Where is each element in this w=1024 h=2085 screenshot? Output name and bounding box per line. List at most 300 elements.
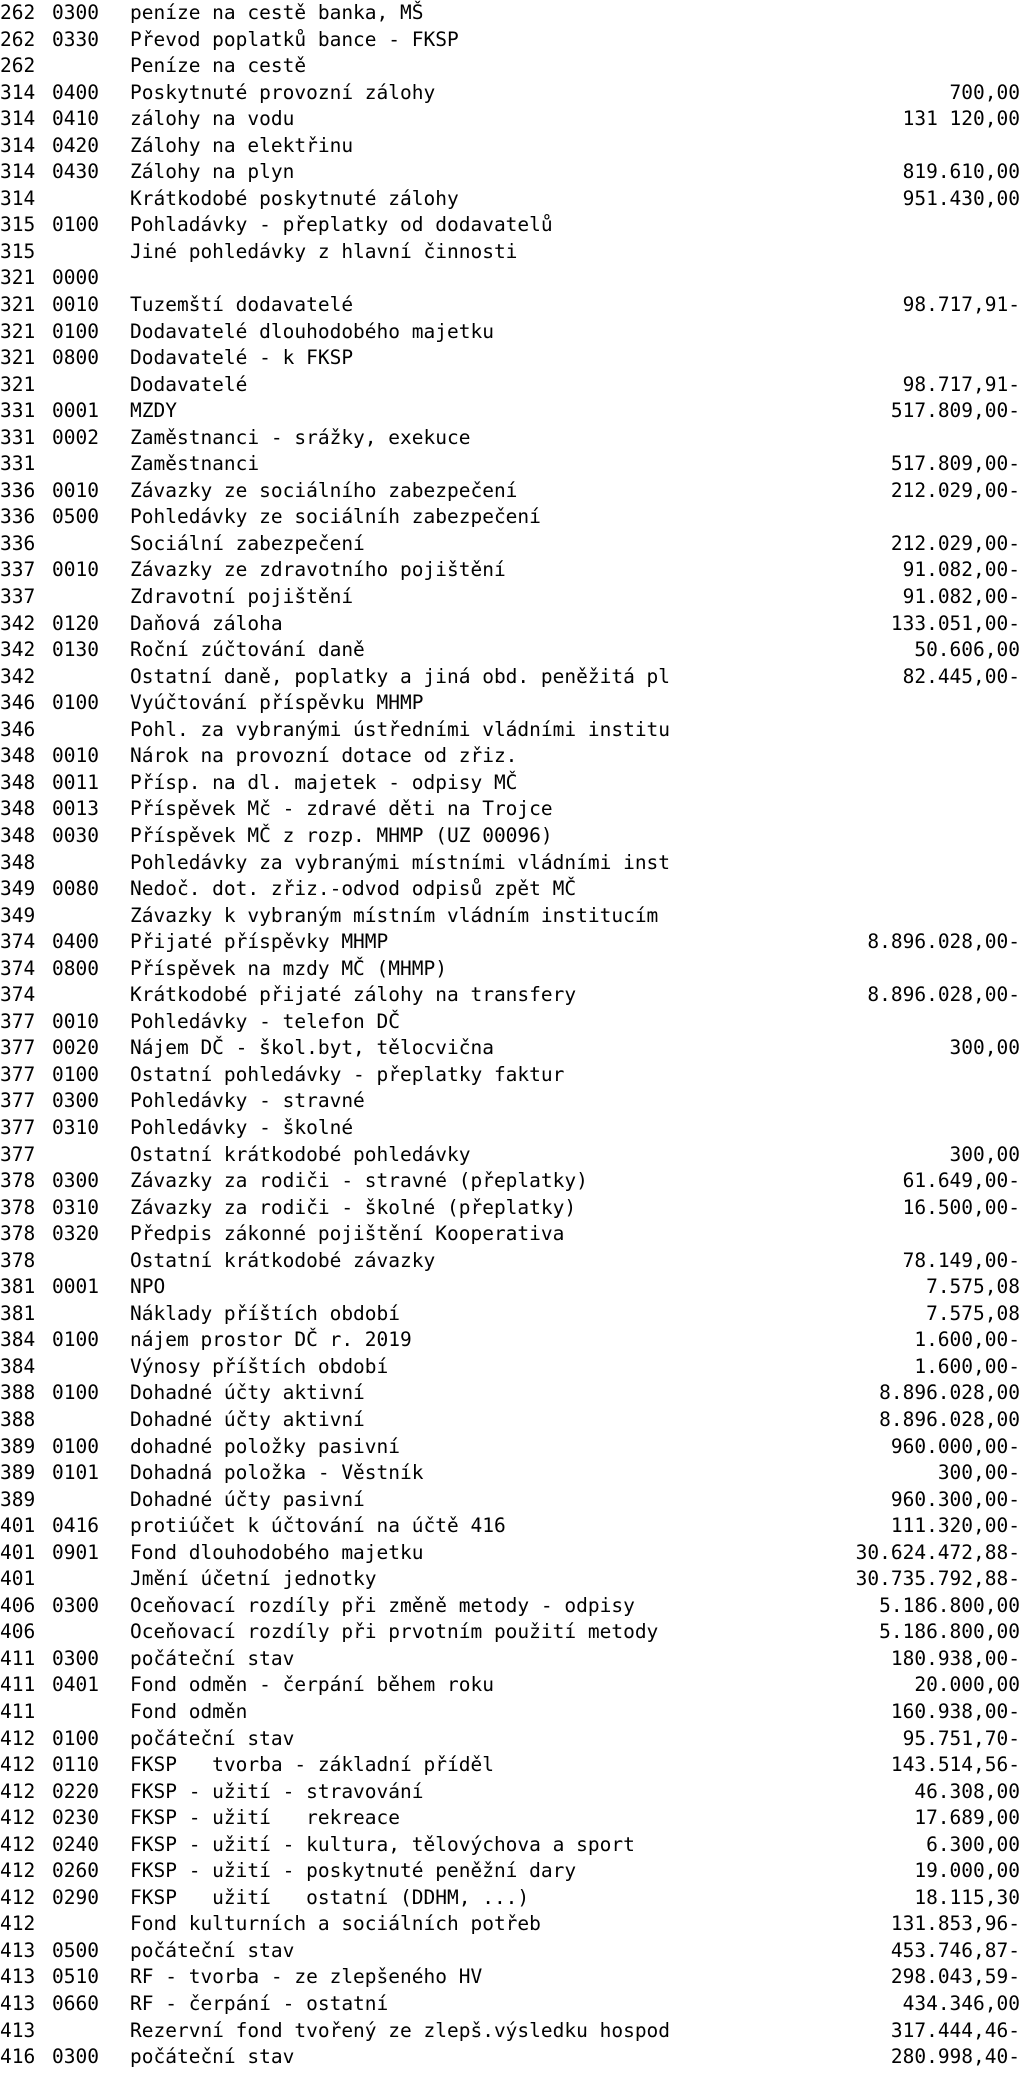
account-description: Pohl. za vybranými ústředními vládními institu — [130, 717, 671, 741]
account-number: 315 — [0, 239, 36, 263]
ledger-row — [0, 1779, 1024, 1806]
analytic-code: 0100 — [52, 691, 99, 715]
balance-amount: 212.029,00- — [890, 531, 1020, 555]
account-description: Dodavatelé — [130, 372, 248, 396]
balance-amount: 131 120,00 — [902, 107, 1020, 131]
account-number: 378 — [0, 1195, 36, 1219]
account-description: Roční zúčtování daně — [130, 638, 365, 662]
account-description: Dohadné účty aktivní — [130, 1407, 365, 1431]
ledger-row — [0, 1487, 1024, 1514]
account-description: Dodavatelé - k FKSP — [130, 346, 354, 370]
account-description: RF - tvorba - ze zlepšeného HV — [130, 1965, 483, 1989]
analytic-code: 0001 — [52, 1275, 99, 1299]
account-description: Zálohy na elektřinu — [130, 133, 354, 157]
account-number: 412 — [0, 1779, 36, 1803]
account-description: Oceňovací rozdíly při změně metody - odpisy — [130, 1593, 635, 1617]
account-description: Dodavatelé dlouhodobého majetku — [130, 319, 494, 343]
ledger-row — [0, 106, 1024, 133]
account-description: dohadné položky pasivní — [130, 1434, 401, 1458]
account-number: 388 — [0, 1381, 36, 1405]
analytic-code: 0300 — [52, 1, 99, 24]
balance-amount: 5.186.800,00 — [879, 1593, 1020, 1617]
analytic-code: 0420 — [52, 133, 99, 157]
analytic-code: 0100 — [52, 1381, 99, 1405]
account-description: Příspěvek MČ z rozp. MHMP (UZ 00096) — [130, 823, 553, 847]
balance-amount: 300,00- — [937, 1461, 1020, 1485]
ledger-row — [0, 1832, 1024, 1859]
balance-amount: 46.308,00 — [914, 1779, 1020, 1803]
ledger-row — [0, 1646, 1024, 1673]
account-number: 401 — [0, 1514, 36, 1538]
account-number: 349 — [0, 877, 36, 901]
analytic-code: 0300 — [52, 1089, 99, 1113]
ledger-row — [0, 531, 1024, 558]
balance-amount: 78.149,00- — [902, 1248, 1020, 1272]
account-description: Krátkodobé přijaté zálohy na transfery — [130, 983, 577, 1007]
ledger-row — [0, 319, 1024, 346]
analytic-code: 0310 — [52, 1115, 99, 1139]
ledger-row — [0, 1274, 1024, 1301]
account-description: Ostatní krátkodobé pohledávky — [130, 1142, 471, 1166]
account-description: Pohledávky - telefon DČ — [130, 1009, 401, 1033]
ledger-row — [0, 584, 1024, 611]
account-description: Přísp. na dl. majetek - odpisy MČ — [130, 770, 518, 794]
account-description: Zaměstnanci — [130, 452, 260, 476]
balance-amount: 951.430,00 — [902, 186, 1020, 210]
account-description: protiúčet k účtování na účtě 416 — [130, 1514, 506, 1538]
account-number: 378 — [0, 1169, 36, 1193]
account-number: 336 — [0, 531, 36, 555]
account-number: 337 — [0, 585, 36, 609]
ledger-row — [0, 1991, 1024, 2018]
account-description: FKSP - užití rekreace — [130, 1806, 401, 1830]
ledger-row — [0, 1327, 1024, 1354]
analytic-code: 0010 — [52, 293, 99, 317]
balance-amount: 300,00 — [949, 1142, 1020, 1166]
ledger-row — [0, 823, 1024, 850]
balance-amount: 160.938,00- — [890, 1700, 1020, 1723]
account-description: Závazky k vybraným místním vládním institucím — [130, 903, 659, 927]
ledger-row — [0, 929, 1024, 956]
balance-amount: 16.500,00- — [902, 1195, 1020, 1219]
analytic-code: 0120 — [52, 611, 99, 635]
account-description: Dohadné účty pasivní — [130, 1487, 365, 1511]
analytic-code: 0430 — [52, 160, 99, 184]
account-description: MZDY — [130, 399, 177, 423]
analytic-code: 0290 — [52, 1885, 99, 1909]
account-number: 262 — [0, 54, 36, 78]
balance-amount: 7.575,08 — [926, 1275, 1020, 1299]
balance-amount: 280.998,40- — [890, 2045, 1020, 2069]
ledger-row — [0, 1699, 1024, 1726]
account-description: nájem prostor DČ r. 2019 — [130, 1328, 412, 1352]
balance-amount: 91.082,00- — [902, 585, 1020, 609]
balance-amount: 50.606,00 — [914, 638, 1020, 662]
ledger-row — [0, 451, 1024, 478]
account-number: 384 — [0, 1328, 36, 1352]
ledger-row — [0, 398, 1024, 425]
account-number: 388 — [0, 1407, 36, 1431]
account-number: 377 — [0, 1115, 36, 1139]
balance-amount: 960.000,00- — [890, 1434, 1020, 1458]
account-number: 348 — [0, 823, 36, 847]
account-number: 413 — [0, 2018, 36, 2042]
balance-amount: 18.115,30 — [914, 1885, 1020, 1909]
analytic-code: 0100 — [52, 213, 99, 237]
ledger-row — [0, 1248, 1024, 1275]
ledger-row — [0, 345, 1024, 372]
analytic-code: 0100 — [52, 1434, 99, 1458]
ledger-row — [0, 557, 1024, 584]
ledger-row — [0, 1938, 1024, 1965]
account-number: 349 — [0, 903, 36, 927]
analytic-code: 0400 — [52, 930, 99, 954]
analytic-code: 0300 — [52, 2045, 99, 2069]
account-description: Fond odměn — [130, 1700, 248, 1723]
ledger-row — [0, 637, 1024, 664]
analytic-code: 0230 — [52, 1806, 99, 1830]
ledger-row — [0, 27, 1024, 54]
analytic-code: 0101 — [52, 1461, 99, 1485]
ledger-row — [0, 239, 1024, 266]
account-number: 374 — [0, 983, 36, 1007]
account-description: Pohledávky za vybranými místními vládními inst — [130, 850, 671, 874]
account-number: 412 — [0, 1806, 36, 1830]
account-number: 381 — [0, 1301, 36, 1325]
account-number: 374 — [0, 930, 36, 954]
ledger-row — [0, 1911, 1024, 1938]
analytic-code: 0500 — [52, 1938, 99, 1962]
ledger-row — [0, 1301, 1024, 1328]
account-number: 389 — [0, 1461, 36, 1485]
analytic-code: 0320 — [52, 1222, 99, 1246]
account-number: 374 — [0, 956, 36, 980]
ledger-row — [0, 425, 1024, 452]
account-description: FKSP - užití - poskytnuté peněžní dary — [130, 1859, 577, 1883]
account-number: 321 — [0, 372, 36, 396]
account-number: 321 — [0, 319, 36, 343]
balance-amount: 61.649,00- — [902, 1169, 1020, 1193]
account-number: 348 — [0, 744, 36, 768]
ledger-row — [0, 2044, 1024, 2071]
ledger-row — [0, 1566, 1024, 1593]
balance-amount: 17.689,00 — [914, 1806, 1020, 1830]
account-description: zálohy na vodu — [130, 107, 295, 131]
account-number: 389 — [0, 1487, 36, 1511]
account-number: 346 — [0, 691, 36, 715]
account-description: Fond odměn - čerpání během roku — [130, 1673, 494, 1697]
ledger-row — [0, 53, 1024, 80]
analytic-code: 0000 — [52, 266, 99, 290]
ledger-row — [0, 133, 1024, 160]
account-description: Nájem DČ - škol.byt, tělocvična — [130, 1036, 494, 1060]
ledger-row — [0, 743, 1024, 770]
analytic-code: 0010 — [52, 478, 99, 502]
account-number: 377 — [0, 1142, 36, 1166]
ledger-row — [0, 956, 1024, 983]
ledger-row — [0, 1168, 1024, 1195]
account-number: 342 — [0, 664, 36, 688]
analytic-code: 0010 — [52, 744, 99, 768]
account-number: 406 — [0, 1593, 36, 1617]
ledger-row — [0, 1726, 1024, 1753]
account-description: Příspěvek na mzdy MČ (MHMP) — [130, 956, 447, 980]
analytic-code: 0800 — [52, 346, 99, 370]
account-number: 337 — [0, 558, 36, 582]
analytic-code: 0020 — [52, 1036, 99, 1060]
account-number: 412 — [0, 1912, 36, 1936]
account-description: Rezervní fond tvořený ze zlepš.výsledku hospod — [130, 2018, 671, 2042]
balance-amount: 5.186.800,00 — [879, 1620, 1020, 1644]
analytic-code: 0030 — [52, 823, 99, 847]
account-number: 384 — [0, 1354, 36, 1378]
account-description: počáteční stav — [130, 1646, 295, 1670]
account-number: 406 — [0, 1620, 36, 1644]
ledger-row — [0, 1142, 1024, 1169]
ledger-row — [0, 1964, 1024, 1991]
balance-amount: 453.746,87- — [890, 1938, 1020, 1962]
account-description: Dohadná položka - Věstník — [130, 1461, 424, 1485]
balance-amount: 298.043,59- — [890, 1965, 1020, 1989]
balance-amount: 517.809,00- — [890, 452, 1020, 476]
balance-amount: 434.346,00 — [902, 1992, 1020, 2016]
ledger-row — [0, 1593, 1024, 1620]
account-description: FKSP - užití - stravování — [130, 1779, 424, 1803]
balance-amount: 212.029,00- — [890, 478, 1020, 502]
balance-amount: 19.000,00 — [914, 1859, 1020, 1883]
ledger-row — [0, 372, 1024, 399]
account-description: Závazky za rodiči - stravné (přeplatky) — [130, 1169, 588, 1193]
account-number: 413 — [0, 1965, 36, 1989]
analytic-code: 0660 — [52, 1992, 99, 2016]
ledger-row — [0, 717, 1024, 744]
account-description: Dohadné účty aktivní — [130, 1381, 365, 1405]
account-description: Zdravotní pojištění — [130, 585, 354, 609]
account-description: NPO — [130, 1275, 166, 1299]
account-number: 346 — [0, 717, 36, 741]
balance-amount: 819.610,00 — [902, 160, 1020, 184]
account-description: Zaměstnanci - srážky, exekuce — [130, 425, 471, 449]
account-number: 401 — [0, 1540, 36, 1564]
balance-amount: 1.600,00- — [914, 1354, 1020, 1378]
account-description: Nedoč. dot. zřiz.-odvod odpisů zpět MČ — [130, 877, 577, 901]
account-number: 336 — [0, 478, 36, 502]
ledger-row — [0, 1513, 1024, 1540]
analytic-code: 0510 — [52, 1965, 99, 1989]
account-description: Pohledávky - stravné — [130, 1089, 365, 1113]
analytic-code: 0240 — [52, 1832, 99, 1856]
ledger-row — [0, 611, 1024, 638]
account-description: Výnosy příštích období — [130, 1354, 389, 1378]
account-number: 378 — [0, 1248, 36, 1272]
account-number: 411 — [0, 1646, 36, 1670]
balance-amount: 30.735.792,88- — [855, 1567, 1020, 1591]
analytic-code: 0220 — [52, 1779, 99, 1803]
account-number: 412 — [0, 1885, 36, 1909]
analytic-code: 0130 — [52, 638, 99, 662]
balance-amount: 143.514,56- — [890, 1753, 1020, 1777]
account-number: 321 — [0, 293, 36, 317]
account-description: Závazky za rodiči - školné (přeplatky) — [130, 1195, 577, 1219]
ledger-row — [0, 903, 1024, 930]
account-number: 401 — [0, 1567, 36, 1591]
ledger-row — [0, 770, 1024, 797]
analytic-code: 0001 — [52, 399, 99, 423]
account-description: FKSP - užití - kultura, tělovýchova a sport — [130, 1832, 635, 1856]
account-number: 314 — [0, 133, 36, 157]
account-description: Daňová záloha — [130, 611, 283, 635]
account-number: 314 — [0, 107, 36, 131]
account-description: FKSP tvorba - základní příděl — [130, 1753, 494, 1777]
account-number: 411 — [0, 1673, 36, 1697]
balance-amount: 133.051,00- — [890, 611, 1020, 635]
analytic-code: 0800 — [52, 956, 99, 980]
account-description: Ostatní daně, poplatky a jiná obd. peněžitá pl — [130, 664, 671, 688]
account-description: FKSP užití ostatní (DDHM, ...) — [130, 1885, 530, 1909]
ledger-row — [0, 265, 1024, 292]
ledger-row — [0, 212, 1024, 239]
ledger-row — [0, 1619, 1024, 1646]
ledger-row — [0, 1407, 1024, 1434]
ledger-row — [0, 478, 1024, 505]
balance-amount: 317.444,46- — [890, 2018, 1020, 2042]
analytic-code: 0260 — [52, 1859, 99, 1883]
analytic-code: 0330 — [52, 27, 99, 51]
account-number: 377 — [0, 1062, 36, 1086]
balance-amount: 300,00 — [949, 1036, 1020, 1060]
analytic-code: 0010 — [52, 558, 99, 582]
analytic-code: 0010 — [52, 1009, 99, 1033]
account-description: Závazky ze zdravotního pojištění — [130, 558, 506, 582]
analytic-code: 0100 — [52, 1328, 99, 1352]
account-description: Ostatní krátkodobé závazky — [130, 1248, 436, 1272]
ledger-row — [0, 0, 1024, 27]
analytic-code: 0080 — [52, 877, 99, 901]
account-description: Peníze na cestě — [130, 54, 307, 78]
account-description: Přijaté příspěvky MHMP — [130, 930, 389, 954]
account-number: 321 — [0, 266, 36, 290]
analytic-code: 0500 — [52, 505, 99, 529]
balance-amount: 131.853,96- — [890, 1912, 1020, 1936]
balance-amount: 98.717,91- — [902, 293, 1020, 317]
balance-amount: 1.600,00- — [914, 1328, 1020, 1352]
account-description: Jmění účetní jednotky — [130, 1567, 377, 1591]
account-number: 378 — [0, 1222, 36, 1246]
account-number: 262 — [0, 1, 36, 24]
ledger-row — [0, 1380, 1024, 1407]
account-description: Převod poplatků bance - FKSP — [130, 27, 459, 51]
analytic-code: 0110 — [52, 1753, 99, 1777]
ledger-row — [0, 80, 1024, 107]
account-number: 413 — [0, 1938, 36, 1962]
account-number: 389 — [0, 1434, 36, 1458]
balance-amount: 111.320,00- — [890, 1514, 1020, 1538]
balance-amount: 7.575,08 — [926, 1301, 1020, 1325]
account-number: 377 — [0, 1009, 36, 1033]
ledger-row — [0, 1805, 1024, 1832]
analytic-code: 0300 — [52, 1593, 99, 1617]
account-number: 331 — [0, 425, 36, 449]
analytic-code: 0401 — [52, 1673, 99, 1697]
ledger-row — [0, 1434, 1024, 1461]
analytic-code: 0416 — [52, 1514, 99, 1538]
ledger-row — [0, 664, 1024, 691]
account-description: Nárok na provozní dotace od zřiz. — [130, 744, 518, 768]
ledger-row — [0, 1858, 1024, 1885]
ledger-row — [0, 1009, 1024, 1036]
account-description: Sociální zabezpečení — [130, 531, 365, 555]
account-description: RF - čerpání - ostatní — [130, 1992, 389, 2016]
ledger-row — [0, 982, 1024, 1009]
account-number: 342 — [0, 611, 36, 635]
account-description: Ostatní pohledávky - přeplatky faktur — [130, 1062, 565, 1086]
ledger-row — [0, 1354, 1024, 1381]
account-description: Jiné pohledávky z hlavní činnosti — [130, 239, 518, 263]
account-number: 336 — [0, 505, 36, 529]
ledger-row — [0, 159, 1024, 186]
analytic-code: 0400 — [52, 80, 99, 104]
analytic-code: 0100 — [52, 1726, 99, 1750]
account-description: Závazky ze sociálního zabezpečení — [130, 478, 518, 502]
account-description: Tuzemští dodavatelé — [130, 293, 354, 317]
account-description: Oceňovací rozdíly při prvotním použití metody — [130, 1620, 659, 1644]
balance-amount: 98.717,91- — [902, 372, 1020, 396]
ledger-row — [0, 850, 1024, 877]
ledger-row — [0, 1035, 1024, 1062]
account-description: Náklady příštích období — [130, 1301, 401, 1325]
ledger-row — [0, 504, 1024, 531]
balance-amount: 95.751,70- — [902, 1726, 1020, 1750]
balance-amount: 20.000,00 — [914, 1673, 1020, 1697]
balance-amount: 8.896.028,00 — [879, 1407, 1020, 1431]
account-description: Fond kulturních a sociálních potřeb — [130, 1912, 541, 1936]
account-description: Předpis zákonné pojištění Kooperativa — [130, 1222, 565, 1246]
ledger-row — [0, 2018, 1024, 2045]
account-number: 348 — [0, 797, 36, 821]
account-number: 412 — [0, 1832, 36, 1856]
account-number: 412 — [0, 1726, 36, 1750]
balance-amount: 517.809,00- — [890, 399, 1020, 423]
account-description: Pohledávky - školné — [130, 1115, 354, 1139]
ledger-row — [0, 1195, 1024, 1222]
ledger-row — [0, 796, 1024, 823]
balance-amount: 8.896.028,00 — [879, 1381, 1020, 1405]
ledger-row — [0, 186, 1024, 213]
balance-amount: 180.938,00- — [890, 1646, 1020, 1670]
account-description: počáteční stav — [130, 1938, 295, 1962]
account-number: 377 — [0, 1089, 36, 1113]
account-number: 411 — [0, 1700, 36, 1723]
balance-amount: 8.896.028,00- — [867, 930, 1020, 954]
analytic-code: 0410 — [52, 107, 99, 131]
analytic-code: 0310 — [52, 1195, 99, 1219]
analytic-code: 0300 — [52, 1169, 99, 1193]
account-number: 321 — [0, 346, 36, 370]
account-description: Vyúčtování příspěvku MHMP — [130, 691, 424, 715]
account-description: Pohladávky - přeplatky od dodavatelů — [130, 213, 553, 237]
ledger-row — [0, 1088, 1024, 1115]
analytic-code: 0002 — [52, 425, 99, 449]
account-number: 314 — [0, 186, 36, 210]
account-description: Krátkodobé poskytnuté zálohy — [130, 186, 459, 210]
analytic-code: 0100 — [52, 319, 99, 343]
account-description: Příspěvek Mč - zdravé děti na Trojce — [130, 797, 553, 821]
balance-amount: 91.082,00- — [902, 558, 1020, 582]
account-number: 315 — [0, 213, 36, 237]
account-number: 314 — [0, 160, 36, 184]
account-number: 342 — [0, 638, 36, 662]
account-description: Zálohy na plyn — [130, 160, 295, 184]
